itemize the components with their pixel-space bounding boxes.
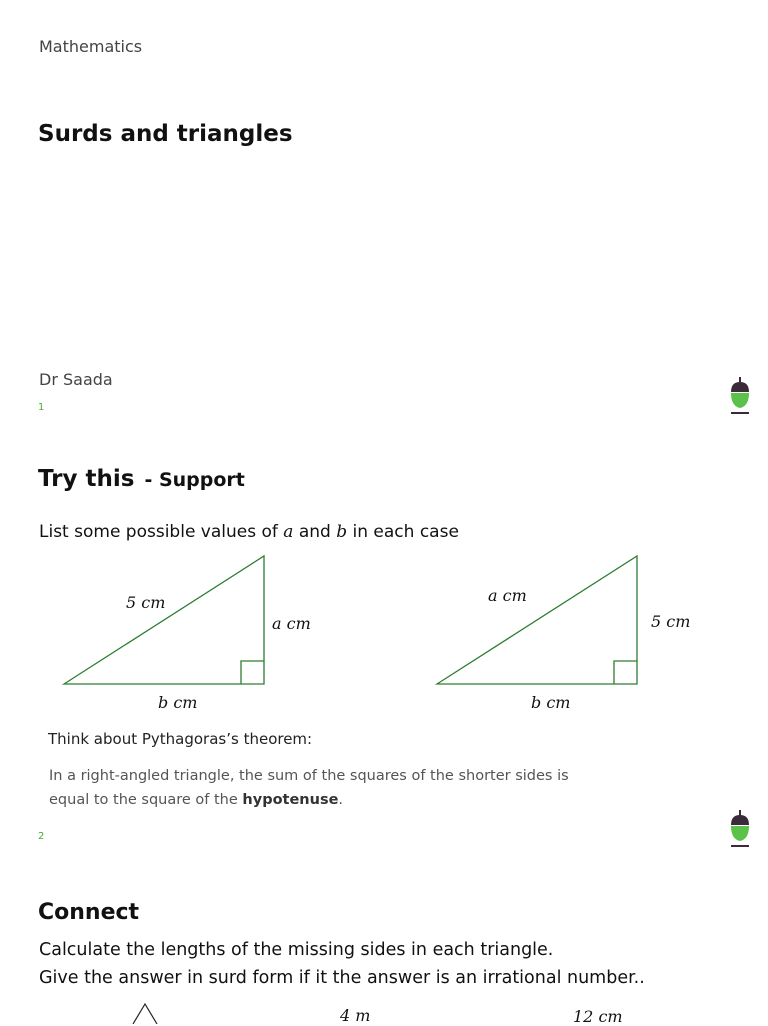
author-name: Dr Saada bbox=[39, 370, 113, 389]
triangle1-hypotenuse-label: 5 cm bbox=[126, 593, 166, 612]
title-text: Try this bbox=[38, 466, 135, 492]
triangle2-base-label: b cm bbox=[531, 693, 571, 712]
hint-box bbox=[49, 764, 589, 812]
partial-triangle bbox=[120, 1000, 180, 1024]
right-angle-marker bbox=[614, 661, 637, 684]
page-number: 2 bbox=[38, 831, 45, 842]
slide-title: Connect bbox=[38, 900, 140, 925]
side-label: 12 cm bbox=[573, 1007, 623, 1026]
subtitle-text: - Support bbox=[144, 469, 245, 491]
acorn-icon bbox=[729, 810, 751, 848]
right-angle-marker bbox=[241, 661, 264, 684]
triangle1-vertical-label: a cm bbox=[272, 614, 311, 633]
hint-bold: hypotenuse bbox=[242, 792, 339, 808]
variable-b: b bbox=[336, 522, 348, 542]
variable-a: a bbox=[283, 522, 294, 542]
subject-label: Mathematics bbox=[39, 37, 143, 56]
side-label: 4 m bbox=[340, 1006, 371, 1025]
connect-instructions bbox=[39, 936, 645, 992]
hint-text: In a right-angled triangle, the sum of the squares of the shorter sides is equal to the square of the bbox=[49, 768, 569, 808]
instruction-part: and bbox=[293, 522, 337, 542]
triangle-2 bbox=[437, 556, 637, 684]
slide-title: Surds and triangles bbox=[38, 121, 293, 147]
instruction-part: List some possible values of bbox=[39, 522, 284, 542]
triangle2-vertical-label: 5 cm bbox=[651, 612, 691, 631]
triangle-1 bbox=[64, 556, 264, 684]
instruction-part: in each case bbox=[347, 522, 459, 542]
instruction-line: Calculate the lengths of the missing sides in each triangle. bbox=[39, 940, 554, 960]
hint-title: Think about Pythagoras’s theorem: bbox=[48, 730, 313, 748]
triangle2-hypotenuse-label: a cm bbox=[488, 586, 527, 605]
triangle1-base-label: b cm bbox=[158, 693, 198, 712]
instruction-line: Give the answer in surd form if it the answer is an irrational number.. bbox=[39, 968, 645, 988]
page-number: 1 bbox=[38, 402, 45, 413]
hint-text-end: . bbox=[338, 792, 344, 808]
